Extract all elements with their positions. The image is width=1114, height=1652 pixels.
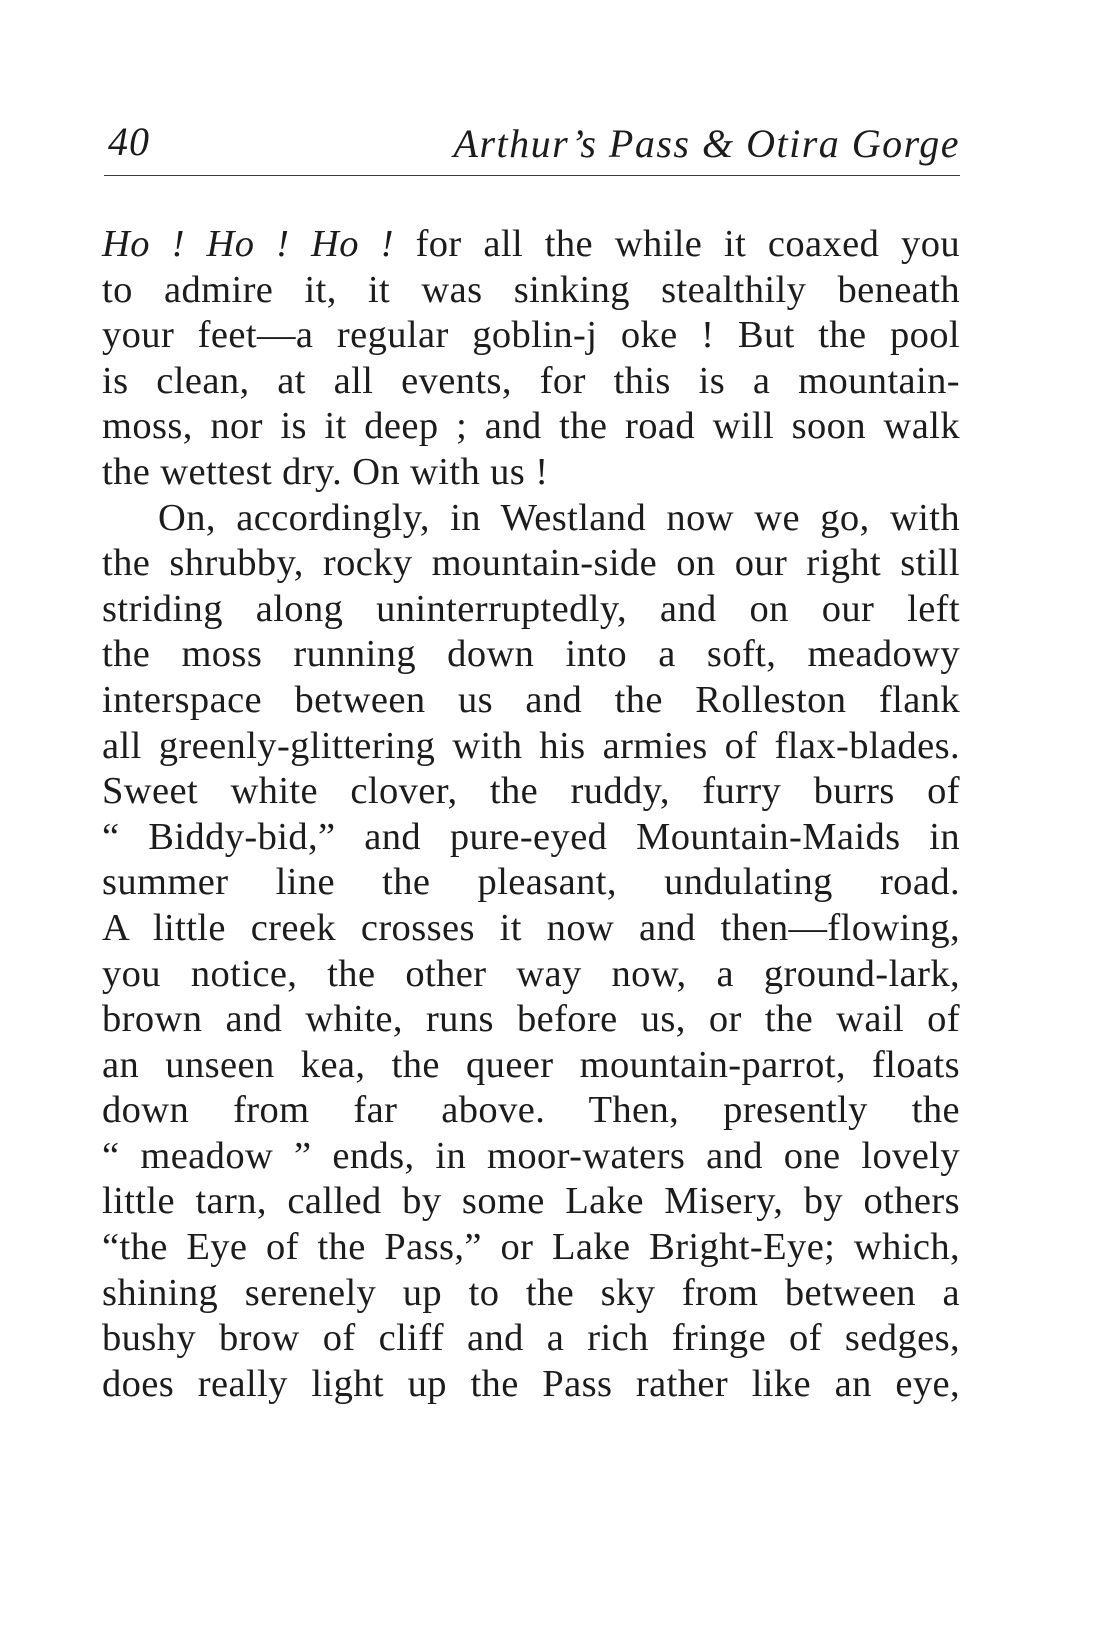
text-line: “the Eye of the Pass,” or Lake Bright-Eye; which, (102, 1226, 960, 1269)
header-rule (104, 175, 960, 176)
text-line: “ Biddy-bid,” and pure-eyed Mountain-Maids in (102, 815, 960, 858)
text-line: Ho ! Ho ! Ho ! for all the while it coaxed you (102, 223, 960, 265)
text-line: the shrubby, rocky mountain-side on our right still (102, 542, 960, 585)
text-line: Sweet white clover, the ruddy, furry burrs of (102, 770, 960, 813)
text-line: an unseen kea, the queer mountain-parrot, floats (102, 1043, 960, 1086)
text-line: shining serenely up to the sky from between a (102, 1271, 960, 1314)
text-line: “ meadow ” ends, in moor-waters and one lovely (102, 1134, 960, 1177)
text-line: to admire it, it was sinking stealthily beneath (102, 268, 960, 311)
text-line: you notice, the other way now, a ground-lark, (102, 952, 960, 995)
text-line: your feet—a regular goblin-j oke ! But the pool (102, 314, 960, 357)
body-text (102, 222, 960, 1407)
text-line: On, accordingly, in Westland now we go, with (158, 496, 960, 539)
text-line: is clean, at all events, for this is a mountain- (102, 359, 960, 402)
interjection: Ho ! Ho ! Ho ! (102, 223, 394, 265)
text-line: the wettest dry. On with us ! (102, 450, 549, 493)
running-title: Arthur’s Pass & Otira Gorge (453, 121, 960, 166)
page-header (104, 118, 960, 174)
text-line: striding along uninterruptedly, and on our left (102, 587, 960, 630)
text-line: all greenly-glittering with his armies of flax-blades. (102, 724, 960, 767)
text-line: does really light up the Pass rather like an eye, (102, 1362, 960, 1405)
text-line: brown and white, runs before us, or the wail of (102, 998, 960, 1041)
text-line: the moss running down into a soft, meadowy (102, 633, 960, 676)
text-line: A little creek crosses it now and then—flowing, (102, 906, 960, 949)
text-line: interspace between us and the Rolleston flank (102, 678, 960, 721)
text-line: little tarn, called by some Lake Misery, by others (102, 1180, 960, 1223)
text-line: summer line the pleasant, undulating road. (102, 861, 960, 904)
text-line: moss, nor is it deep ; and the road will soon walk (102, 405, 960, 448)
text-line: bushy brow of cliff and a rich fringe of sedges, (102, 1317, 960, 1360)
text-line: down from far above. Then, presently the (102, 1089, 960, 1132)
page-number: 40 (108, 119, 150, 164)
